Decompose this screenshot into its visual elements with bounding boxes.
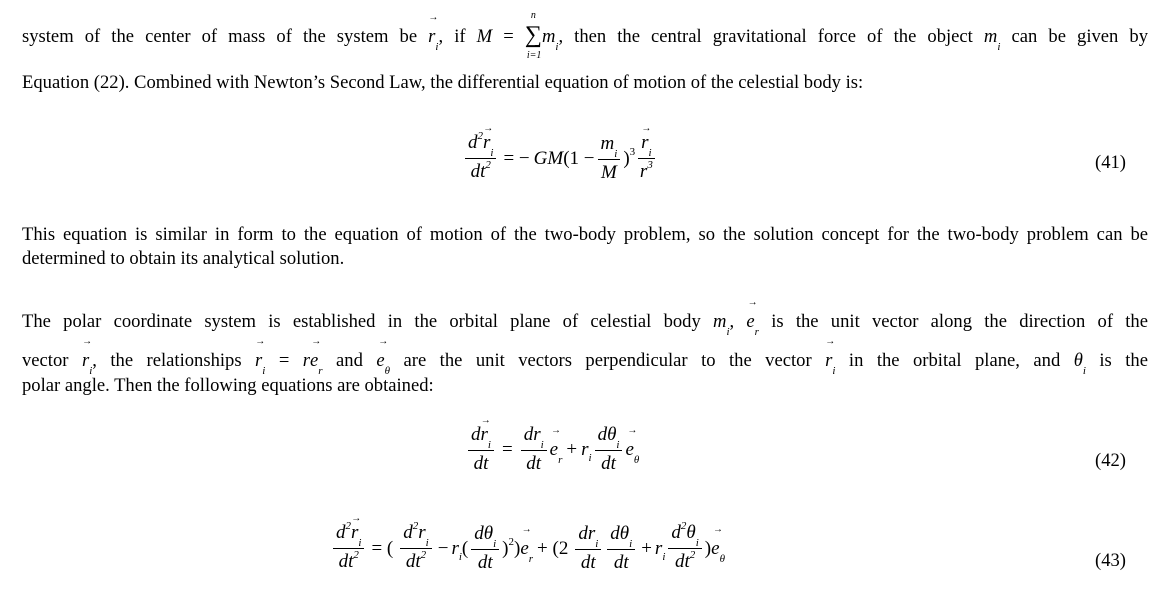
unit-vector-e-r: → $e_r$ xyxy=(746,311,759,333)
equation-number: (42) xyxy=(1095,450,1126,471)
text-fragment: is the unit vector along the direction of the xyxy=(771,311,1148,332)
symbol-m-i: $m_i$, xyxy=(713,311,735,338)
vector-r-i: → $r_i$ xyxy=(428,26,438,48)
relation-formula: → $r_i = r\to e_r$ xyxy=(255,350,323,371)
text-fragment: , the relationships xyxy=(92,350,242,371)
text-fragment: system of the center of mass of the system be xyxy=(22,26,418,47)
paragraph-3-line-1 xyxy=(22,311,1148,338)
text-fragment: , if xyxy=(438,26,466,47)
text-fragment: The polar coordinate system is established in the orbital plane of celestial body xyxy=(22,311,701,332)
paragraph-3-line-2 xyxy=(22,350,1148,377)
unit-vector-e-theta: → $e_\theta$ xyxy=(376,350,390,372)
inline-sum-formula: M = ∑ n i=1 $m_i$ xyxy=(476,10,559,61)
symbol-theta-i: $\theta_i$ xyxy=(1073,350,1086,377)
text-fragment: is the xyxy=(1099,350,1148,371)
text-fragment: and xyxy=(336,350,363,371)
equation-number: (43) xyxy=(1095,550,1126,571)
text-fragment: , then the central gravitational force of the object xyxy=(558,26,973,47)
equation-number: (41) xyxy=(1095,152,1126,173)
paragraph-line-1 xyxy=(22,10,1149,61)
vector-r-i: → $r_i$ xyxy=(825,350,835,372)
text-fragment: in the orbital plane, and xyxy=(848,350,1061,371)
text-fragment: can be given by xyxy=(1011,26,1149,47)
vector-r-i: → $r_i$ xyxy=(82,350,92,372)
text-fragment: vector xyxy=(22,350,69,371)
paragraph-line-2: Equation (22). Combined with Newton’s Second Law, the differential equation of motion of the celestial body is: xyxy=(22,72,864,93)
symbol-m-i: $m_i$ xyxy=(983,26,1001,53)
text-fragment: are the unit vectors perpendicular to the vector xyxy=(403,350,812,371)
paragraph-2: This equation is similar in form to the equation of motion of the two-body problem, so the solution concept for the two-body problem can be determined to obtain its analytical solution. xyxy=(22,224,1148,269)
paragraph-3-line-3: polar angle. Then the following equations are obtained: xyxy=(22,375,434,396)
